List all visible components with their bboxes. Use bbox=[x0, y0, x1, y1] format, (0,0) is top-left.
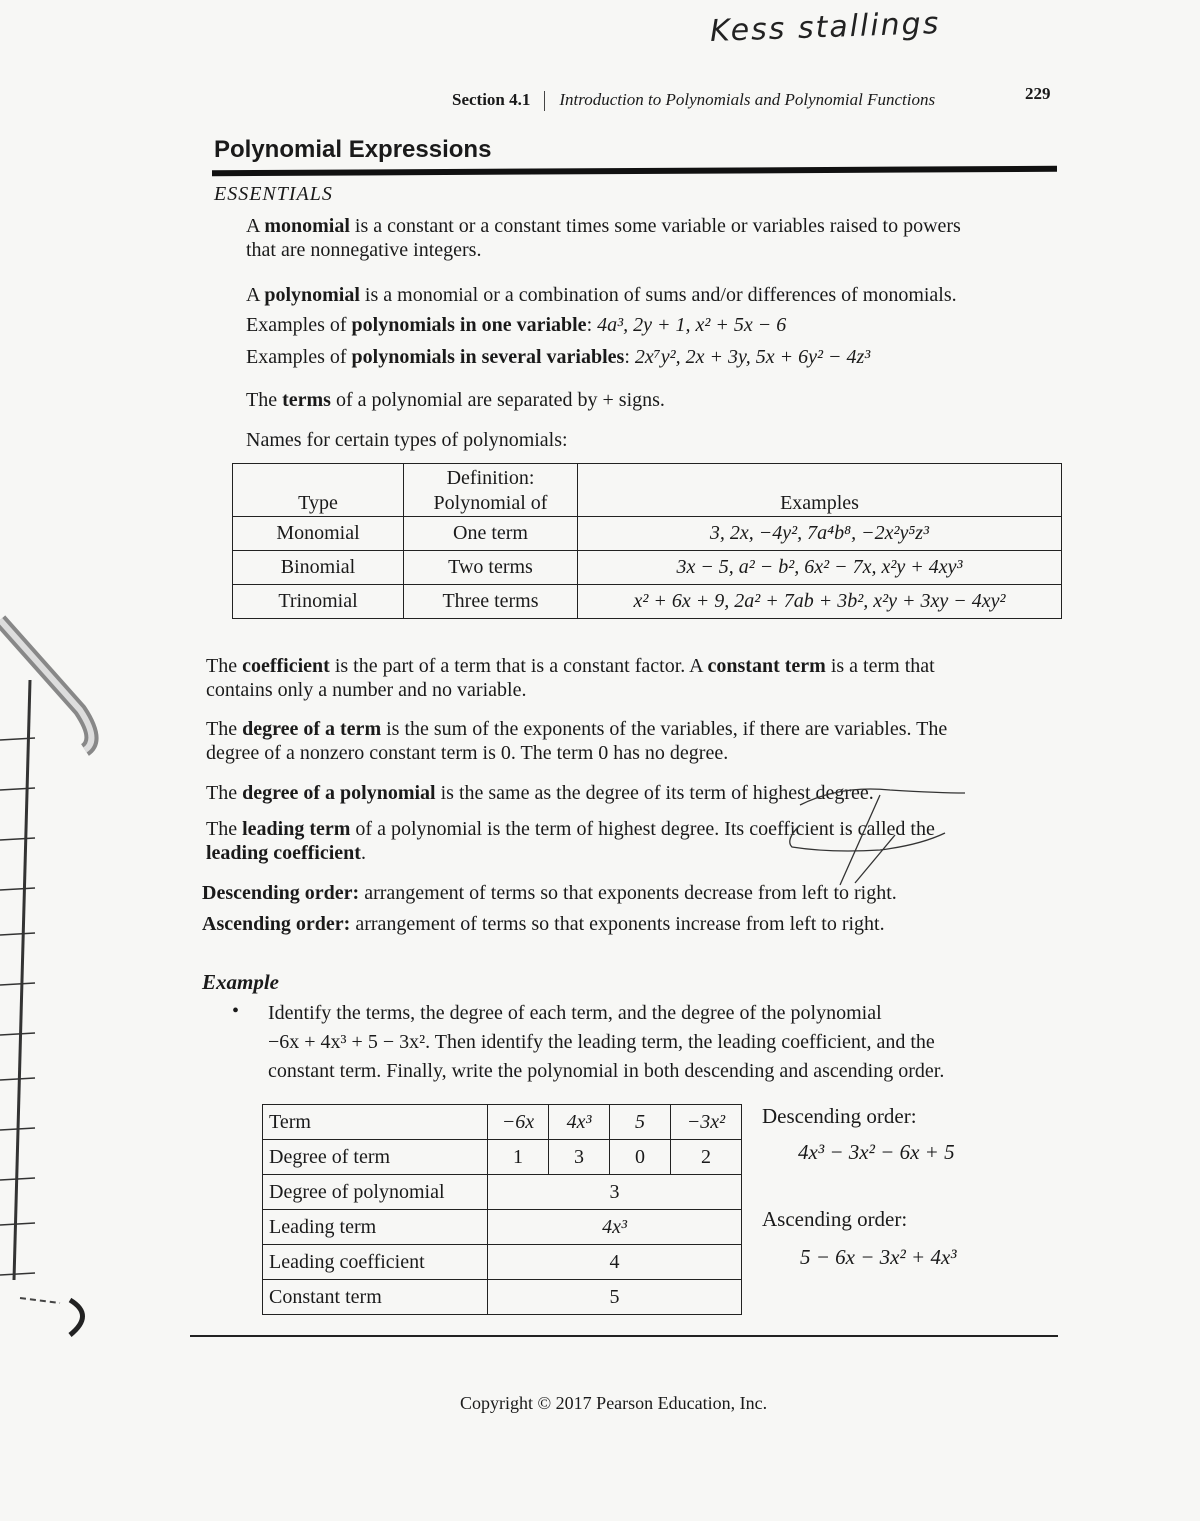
term-bold: leading term bbox=[242, 818, 351, 840]
text: −6x + 4x³ + 5 − 3x². Then identify the leading term, the leading coefficient, and the bbox=[268, 1031, 935, 1053]
text: constant term. Finally, write the polynomial in both descending and ascending order. bbox=[268, 1060, 945, 1082]
header-type: Type bbox=[233, 464, 404, 517]
text: A bbox=[246, 284, 265, 306]
text: is a term that bbox=[825, 655, 935, 677]
type-cell: Trinomial bbox=[233, 585, 404, 619]
value-cell: 5 bbox=[488, 1280, 742, 1315]
header-examples: Examples bbox=[578, 464, 1062, 517]
header-definition-line1: Definition: bbox=[446, 467, 535, 489]
degree-of-term-definition bbox=[206, 717, 1046, 765]
term-cell: −6x bbox=[488, 1105, 549, 1140]
text: arrangement of terms so that exponents decrease from left to right. bbox=[359, 882, 897, 904]
example-table bbox=[262, 1104, 742, 1315]
term-bold: Ascending order: bbox=[202, 913, 351, 935]
definition-cell: One term bbox=[404, 517, 578, 551]
footer-rule bbox=[190, 1335, 1058, 1337]
section-number: Section 4.1 bbox=[452, 90, 531, 109]
text: that are nonnegative integers. bbox=[246, 239, 482, 261]
table-row bbox=[263, 1210, 742, 1245]
term-bold: constant term bbox=[707, 655, 826, 677]
term-bold: polynomials in one variable bbox=[351, 314, 587, 336]
monomial-definition bbox=[246, 214, 1056, 262]
type-cell: Monomial bbox=[233, 517, 404, 551]
essentials-label: ESSENTIALS bbox=[214, 183, 333, 205]
table-row bbox=[263, 1280, 742, 1315]
descending-order-definition bbox=[202, 881, 1052, 905]
table-row bbox=[233, 551, 1062, 585]
ascending-order-label: Ascending order: bbox=[762, 1207, 908, 1231]
table-row bbox=[233, 585, 1062, 619]
text: arrangement of terms so that exponents increase from left to right. bbox=[350, 913, 885, 935]
heading-rule bbox=[212, 166, 1057, 176]
notebook-edge-drawing bbox=[0, 600, 120, 1360]
text: contains only a number and no variable. bbox=[206, 679, 527, 701]
term-cell: 4x³ bbox=[549, 1105, 610, 1140]
text: Identify the terms, the degree of each term, and the degree of the polynomial bbox=[268, 1002, 882, 1024]
several-variable-examples bbox=[246, 345, 1056, 369]
one-variable-examples bbox=[246, 313, 1056, 337]
term-bold: monomial bbox=[264, 215, 350, 237]
table-row bbox=[233, 517, 1062, 551]
text: The bbox=[206, 655, 243, 677]
math-examples: 4a³, 2y + 1, x² + 5x − 6 bbox=[597, 314, 787, 336]
term-bold: degree of a term bbox=[242, 718, 382, 740]
ascending-order-definition bbox=[202, 912, 1052, 936]
examples-cell: x² + 6x + 9, 2a² + 7ab + 3b², x²y + 3xy − 4xy² bbox=[578, 585, 1062, 619]
page-number: 229 bbox=[1025, 84, 1051, 103]
value-cell: 4x³ bbox=[488, 1210, 742, 1245]
section-title: Introduction to Polynomials and Polynomial Functions bbox=[559, 90, 936, 109]
row-label: Leading coefficient bbox=[263, 1245, 488, 1280]
copyright-notice: Copyright © 2017 Pearson Education, Inc. bbox=[460, 1393, 768, 1413]
text: is a constant or a constant times some variable or variables raised to powers bbox=[349, 215, 961, 237]
text: The bbox=[246, 389, 283, 411]
text: of a polynomial is the term of highest degree. Its coefficient is called the bbox=[350, 818, 935, 840]
value-cell: 3 bbox=[488, 1175, 742, 1210]
ascending-order-value: 5 − 6x − 3x² + 4x³ bbox=[800, 1245, 957, 1269]
header-divider bbox=[544, 91, 545, 111]
section-heading: Polynomial Expressions bbox=[214, 136, 492, 163]
term-bold: Descending order: bbox=[202, 882, 360, 904]
text: is the same as the degree of its term of highest degree. bbox=[435, 782, 874, 804]
text: degree of a nonzero constant term is 0. The term 0 has no degree. bbox=[206, 742, 729, 764]
text: Examples of bbox=[246, 346, 352, 368]
degree-cell: 0 bbox=[610, 1140, 671, 1175]
term-bold: polynomials in several variables bbox=[351, 346, 625, 368]
names-intro: Names for certain types of polynomials: bbox=[246, 429, 568, 451]
descending-order-label: Descending order: bbox=[762, 1104, 917, 1128]
term-cell: 5 bbox=[610, 1105, 671, 1140]
term-bold: degree of a polynomial bbox=[242, 782, 436, 804]
term-bold: polynomial bbox=[264, 284, 360, 306]
term-cell: −3x² bbox=[671, 1105, 742, 1140]
handwritten-signature: Kess stallings bbox=[709, 5, 941, 50]
term-bold: leading coefficient bbox=[206, 842, 361, 864]
definition-cell: Three terms bbox=[404, 585, 578, 619]
header-definition bbox=[404, 464, 578, 517]
text: The bbox=[206, 818, 243, 840]
row-label: Degree of term bbox=[263, 1140, 488, 1175]
table-row bbox=[263, 1105, 742, 1140]
table-row bbox=[263, 1175, 742, 1210]
text: The bbox=[206, 718, 243, 740]
descending-order-value: 4x³ − 3x² − 6x + 5 bbox=[798, 1140, 955, 1164]
coefficient-definition bbox=[206, 654, 1046, 702]
text: of a polynomial are separated by + signs. bbox=[330, 389, 665, 411]
row-label: Term bbox=[263, 1105, 488, 1140]
polynomial-types-table bbox=[232, 463, 1062, 619]
type-cell: Binomial bbox=[233, 551, 404, 585]
degree-cell: 1 bbox=[488, 1140, 549, 1175]
term-bold: coefficient bbox=[242, 655, 330, 677]
polynomial-definition bbox=[246, 283, 1056, 307]
definition-cell: Two terms bbox=[404, 551, 578, 585]
row-label: Leading term bbox=[263, 1210, 488, 1245]
text: . bbox=[360, 842, 366, 864]
terms-definition bbox=[246, 388, 1056, 412]
pen-annotation-marks bbox=[780, 775, 980, 895]
math-examples: 2x⁷y², 2x + 3y, 5x + 6y² − 4z³ bbox=[634, 346, 871, 368]
row-label: Degree of polynomial bbox=[263, 1175, 488, 1210]
text: is the part of a term that is a constant factor. A bbox=[329, 655, 708, 677]
text: is a monomial or a combination of sums and/or differences of monomials. bbox=[359, 284, 957, 306]
text: Examples of bbox=[246, 314, 352, 336]
row-label: Constant term bbox=[263, 1280, 488, 1315]
example-instructions bbox=[268, 999, 1058, 1086]
table-header-row bbox=[233, 464, 1062, 517]
header-definition-line2: Polynomial of bbox=[433, 492, 548, 514]
text: : bbox=[624, 346, 635, 368]
example-label: Example bbox=[202, 970, 279, 994]
value-cell: 4 bbox=[488, 1245, 742, 1280]
text: is the sum of the exponents of the variables, if there are variables. The bbox=[381, 718, 948, 740]
text: A bbox=[246, 215, 265, 237]
text: : bbox=[586, 314, 598, 336]
text: The bbox=[206, 782, 243, 804]
table-row bbox=[263, 1140, 742, 1175]
bullet-icon: • bbox=[232, 1000, 240, 1022]
examples-cell: 3, 2x, −4y², 7a⁴b⁸, −2x²y⁵z³ bbox=[578, 517, 1062, 551]
examples-cell: 3x − 5, a² − b², 6x² − 7x, x²y + 4xy³ bbox=[578, 551, 1062, 585]
degree-cell: 2 bbox=[671, 1140, 742, 1175]
page-header bbox=[452, 84, 1062, 111]
term-bold: terms bbox=[282, 389, 331, 411]
degree-cell: 3 bbox=[549, 1140, 610, 1175]
table-row bbox=[263, 1245, 742, 1280]
